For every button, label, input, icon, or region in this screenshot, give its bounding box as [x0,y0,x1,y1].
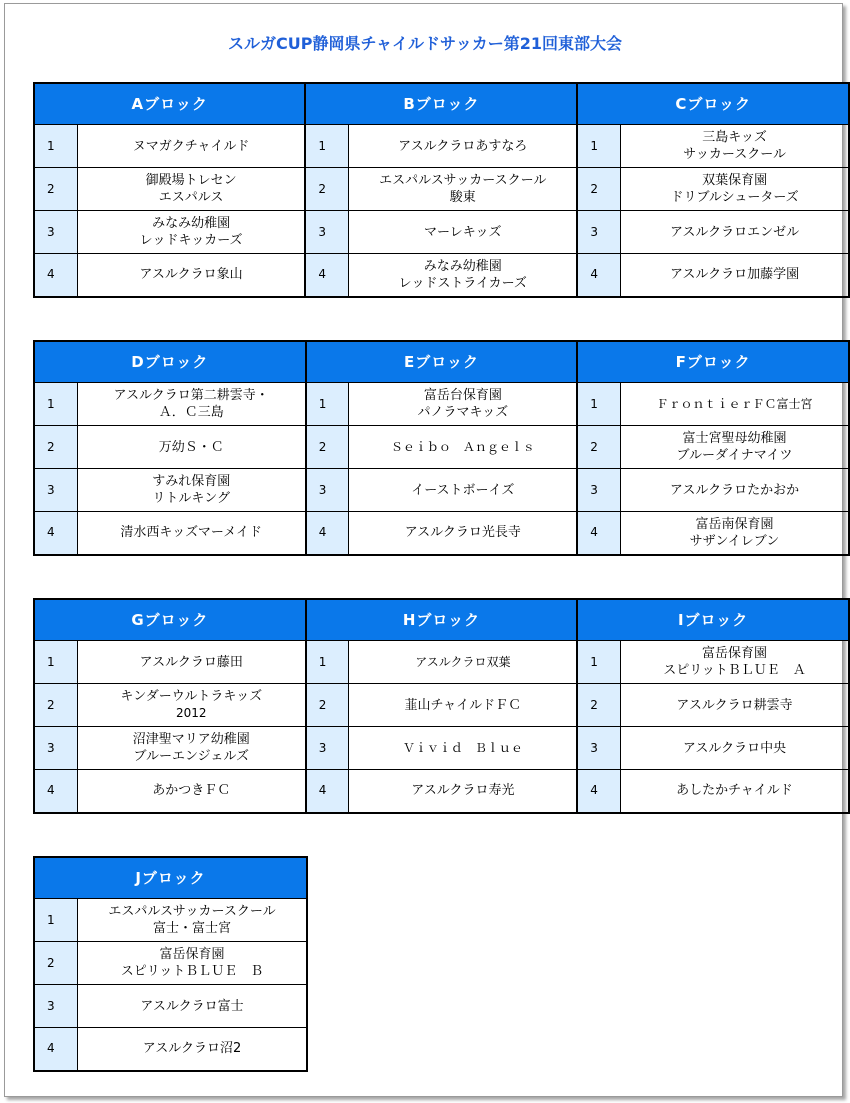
table-row [34,770,849,813]
block-header-g: Gブロック [34,599,306,641]
team-name-line: 富士・富士宮 [152,921,231,936]
block-header-d: Dブロック [34,341,306,383]
team-name-line: アスルクラロ富士 [140,998,244,1014]
block-group-j [33,856,308,1072]
block-header-j: Jブロック [34,857,307,899]
team-number: 2 [34,426,77,469]
team-number: 3 [305,211,348,254]
table-row [34,211,849,254]
team-name-line: エスパルスサッカースクール [108,904,276,919]
team-name-line: 沼津聖マリア幼稚園 [132,732,250,747]
team-name [78,1028,308,1071]
team-name-line: 韮山チャイルドＦＣ [404,697,522,713]
block-header-i: Iブロック [577,599,849,641]
team-name [621,211,849,254]
team-name [620,770,849,813]
table-row [34,383,849,426]
team-name-line: 富士宮聖母幼稚園 [682,431,787,446]
team-name-line: アスルクラロ耕雲寺 [676,697,793,713]
block-header-a: Aブロック [34,83,305,125]
team-name-line: Ａ．Ｃ三島 [158,405,224,420]
team-number: 1 [34,641,77,684]
table-row [34,727,849,770]
team-number: 2 [577,168,620,211]
team-name [349,211,578,254]
team-name-line: ブルーダイナマイツ [676,448,793,463]
team-name [620,641,849,684]
team-number: 4 [577,512,620,555]
team-name-line: 清水西キッズマーメイド [120,525,262,541]
table-row [34,168,849,211]
team-name-line: 富岳台保育園 [423,388,502,403]
team-number: 2 [34,684,77,727]
team-number: 1 [305,125,348,168]
team-name [77,727,306,770]
team-number: 1 [34,899,78,942]
team-name-line: アスルクラロあすなろ [398,138,528,154]
team-name-line: アスルクラロ中央 [682,740,787,756]
team-name [78,899,308,942]
team-name-line: キンダーウルトラキッズ [120,689,263,704]
team-name-line: サッカースクール [683,147,786,162]
team-name-line: ＦｒｏｎｔｉｅｒＦＣ富士宮 [656,396,813,411]
team-name-line: みなみ幼稚園 [152,216,231,231]
team-number: 1 [577,641,620,684]
team-name [78,985,308,1028]
team-number: 4 [577,770,620,813]
team-name-line: ヌマガクチャイルド [132,138,250,154]
team-number: 3 [577,469,620,512]
team-name [77,469,306,512]
team-name-line: 双葉保育園 [702,173,768,188]
team-number: 2 [305,168,348,211]
team-number: 3 [577,211,620,254]
team-name-line: あしたかチャイルド [676,783,793,799]
table-row [34,426,849,469]
team-name-line: 富岳南保育園 [695,516,774,532]
team-name [77,641,306,684]
team-number: 4 [306,512,349,555]
team-name-line: 富岳保育園 [159,947,225,962]
page-title: スルガCUP静岡県チャイルドサッカー第21回東部大会 [228,34,622,53]
team-name [77,125,305,168]
team-name-line: レッドキッカーズ [139,233,243,248]
team-name [78,942,308,985]
table-row [34,985,307,1028]
team-name [349,641,577,684]
team-number: 3 [34,469,77,512]
team-name-line: アスルクラロ第二耕雲寺・ [113,388,269,403]
block-header-b: Bブロック [305,83,577,125]
team-name-line: アスルクラロ双葉 [415,654,511,669]
table-row [34,512,849,555]
team-name-line: 御殿場トレセン [145,173,237,188]
team-name-line: あかつきＦＣ [152,783,231,799]
team-number: 3 [34,985,78,1028]
table-row [34,469,849,512]
team-name [621,254,849,297]
team-number: 4 [34,1028,78,1071]
team-name [349,727,577,770]
team-name-line: アスルクラロ光長寺 [404,525,521,541]
team-name-line: 万幼Ｓ・Ｃ [158,439,224,455]
team-name-line: みなみ幼稚園 [423,258,502,274]
team-number: 1 [306,383,349,426]
team-name [77,512,306,555]
team-name-line: アスルクラロエンゼル [669,224,800,240]
block-group-abc [33,82,850,298]
team-name [620,684,849,727]
team-name-line: アスルクラロ象山 [139,267,243,283]
team-number: 4 [577,254,620,297]
team-name-line: アスルクラロ加藤学園 [669,267,800,283]
team-name-line: ブルーエンジェルズ [133,749,249,764]
team-name [620,426,849,469]
team-name-line: アスルクラロ沼2 [142,1041,242,1057]
block-group-ghi [33,598,850,814]
team-name [349,254,578,297]
team-name-line: マーレキッズ [424,224,502,240]
team-name [349,770,577,813]
team-name-line: 三島キッズ [702,130,767,145]
team-number: 2 [306,684,349,727]
table-row [34,641,849,684]
team-name [349,383,577,426]
team-name-line: イーストボーイズ [411,482,515,498]
team-name-line: リトルキング [152,491,230,506]
team-name-line: アスルクラロ藤田 [139,654,243,670]
team-number: 4 [34,770,77,813]
team-number: 1 [577,383,620,426]
team-name [349,125,578,168]
team-name-line: パノラマキッズ [417,405,509,420]
team-name [77,211,305,254]
team-name [349,469,577,512]
team-number: 1 [306,641,349,684]
team-number: 3 [577,727,620,770]
team-number: 4 [306,770,349,813]
team-name-line: エスパルス [158,190,224,205]
team-name-line: サザンイレブン [689,533,780,549]
block-header-h: Hブロック [306,599,577,641]
team-name-line: アスルクラロ寿光 [411,783,515,799]
team-name-line: 2012 [175,706,207,720]
team-name-line: スピリットＢＬＵＥ Ａ [663,663,806,678]
team-number: 2 [577,426,620,469]
team-number: 2 [34,942,78,985]
team-number: 3 [34,727,77,770]
team-name [620,512,849,555]
team-number: 2 [306,426,349,469]
team-name [620,727,849,770]
team-number: 1 [577,125,620,168]
team-name-line: Ｖｉｖｉｄ Ｂｌｕｅ [402,740,523,755]
team-name [349,684,577,727]
block-header-e: Eブロック [306,341,578,383]
team-name-line: 駿東 [449,190,476,205]
team-name-line: アスルクラロたかおか [669,482,800,498]
team-number: 2 [34,168,77,211]
block-header-f: Fブロック [577,341,849,383]
team-name-line: すみれ保育園 [152,474,231,489]
table-row [34,1028,307,1071]
team-name [77,383,306,426]
block-group-def [33,340,850,556]
table-row [34,942,307,985]
team-name [349,168,578,211]
team-name [77,426,306,469]
team-number: 3 [306,727,349,770]
team-name [77,684,306,727]
team-name [77,254,305,297]
team-name-line: エスパルスサッカースクール [379,173,547,188]
team-name [349,512,577,555]
team-name-line: スピリットＢＬＵＥ Ｂ [120,964,264,979]
team-name [620,383,849,426]
table-row [34,899,307,942]
team-number: 1 [34,383,77,426]
team-number: 4 [34,512,77,555]
team-name [349,426,577,469]
team-number: 3 [306,469,349,512]
team-name-line: 富岳保育園 [701,646,767,661]
table-row [34,684,849,727]
team-name-line: レッドストライカーズ [398,275,527,291]
table-row [34,254,849,297]
team-number: 2 [577,684,620,727]
table-row [34,125,849,168]
block-header-c: Cブロック [577,83,849,125]
team-number: 4 [305,254,348,297]
team-number: 1 [34,125,77,168]
team-name [621,168,849,211]
team-number: 4 [34,254,77,297]
team-name [77,770,306,813]
team-name [621,125,849,168]
team-name [620,469,849,512]
team-name-line: Ｓｅｉｂｏ Ａｎｇｅｌｓ [390,439,535,454]
team-name [77,168,305,211]
team-name-line: ドリブルシューターズ [670,190,799,205]
team-number: 3 [34,211,77,254]
